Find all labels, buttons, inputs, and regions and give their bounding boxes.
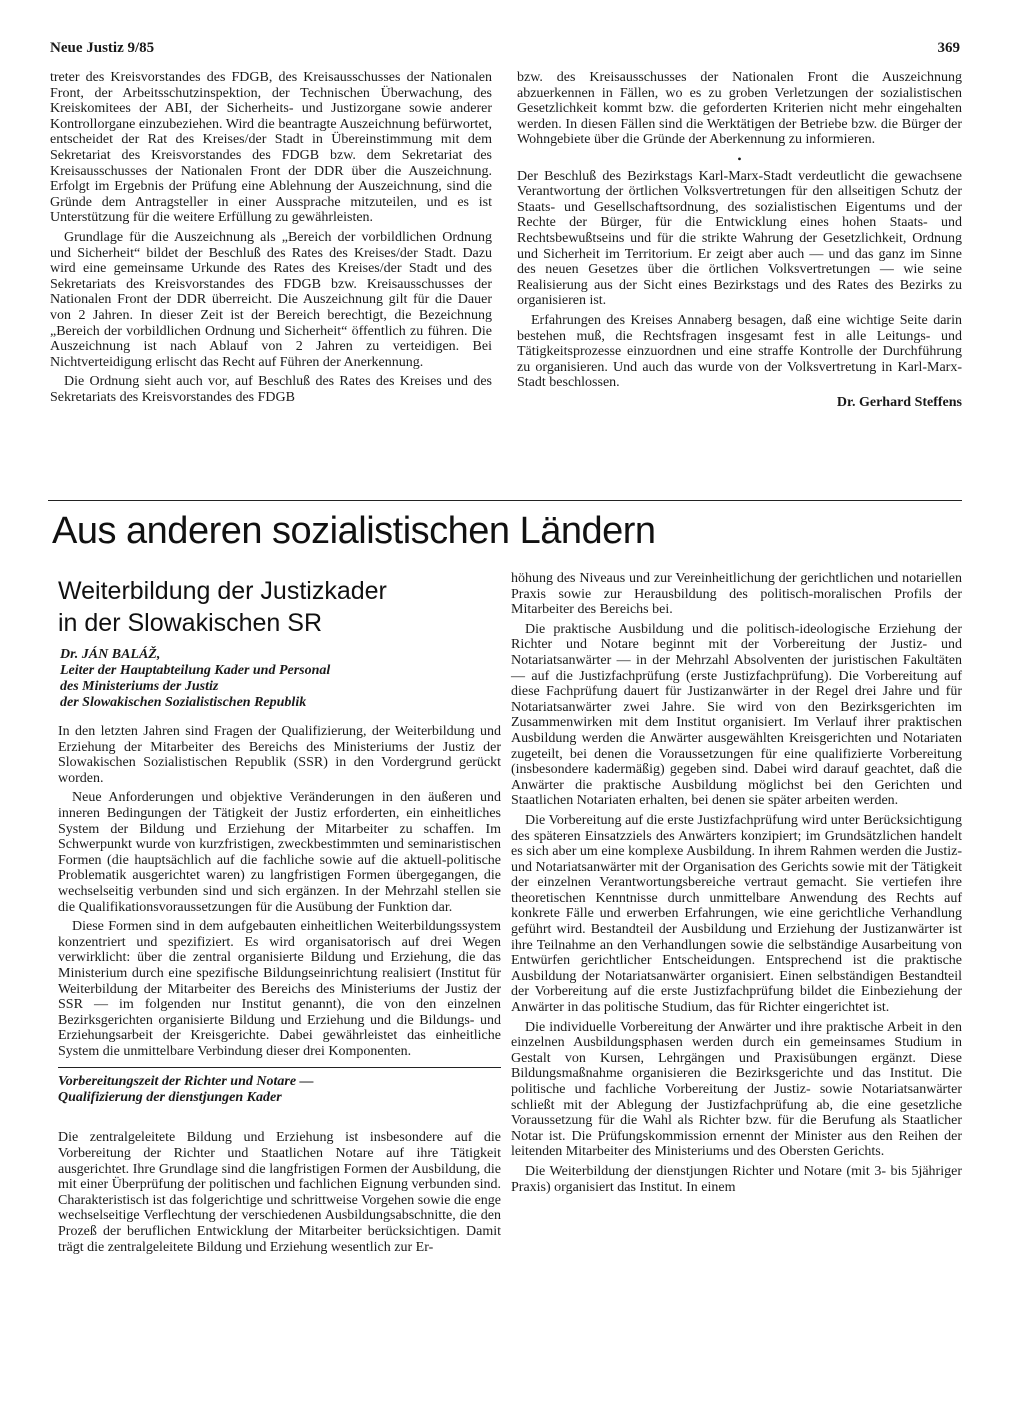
paragraph: Die Vorbereitung auf die erste Justizfachprüfung wird unter Berücksichtigung des späteren Einsatzziels des Anwärters konzipiert; im Grundsätzlichen handelt es sich aber um eine komplexe Ausbildung. In ihrem Rahmen werden die Justiz- und Notariatsanwärter mit der Organisation des Gerichts sowie mit der Tätigkeit der einzelnen Verantwortungsbereiche vertraut gemacht. Sie vertiefen ihre theoretischen Kenntnisse durch unmittelbare Anwendung des Rechts auf konkrete Fälle und erwerben Erfahrungen, wie eine gerichtliche Verhandlung geführt wird. Bestandteil der Ausbildung und Erziehung der Justizanwärter ist ihre Teilnahme an den Verhandlungen sowie die selbständige Ausarbeitung von Entwürfen gerichtlicher Entscheidungen. Entsprechend ist die praktische Ausbildung der Notariatsanwärter organisiert. Einen selbständigen Bestandteil der Vorbereitung auf die erste Justizfachprüfung bildet die Einbeziehung der Anwärter in das politische Studium, das für Richter eingerichtet ist.: [511, 812, 962, 1016]
top-left-column: [50, 70, 492, 409]
paragraph: Die individuelle Vorbereitung der Anwärter und ihre praktische Arbeit in den einzelnen Ausbildungsphasen werden durch ein gemeinsames Studium in Gestalt von Kursen, Lehrgängen und Praxisübungen ergänzt. Diese Bildungsmaßnahme organisieren die Bezirksgerichte und das Institut. Die politische und fachliche Vorbereitung der Justiz- sowie Notariatsanwärter schließt mit der Ablegung der Justizfachprüfung ab, die eine gesetzliche Voraussetzung für die Wahl als Richter bzw. für die Berufung als Staatlicher Notar ist. Die Prüfungskommission ernennt der Minister aus den Reihen der leitenden Mitarbeiter des Ministeriums und des Obersten Gerichts.: [511, 1019, 962, 1160]
paragraph: bzw. des Kreisausschusses der Nationalen Front die Auszeichnung abzuerkennen in Fällen, wo es zu groben Verletzungen der sozialistischen Gesetzlichkeit kommt bzw. die geforderten Kriterien nicht mehr eingehalten werden. In diesen Fällen sind die Werktätigen der Betriebe bzw. die Bürger der Wohngebiete über die Gründe der Aberkennung zu informieren.: [517, 70, 962, 148]
paragraph: In den letzten Jahren sind Fragen der Qualifizierung, der Weiterbildung und Erziehung der Mitarbeiter des Bereichs des Ministeriums der Justiz der Slowakischen Sozialistischen Republik (SSR) in den Vordergrund gerückt worden.: [58, 724, 501, 786]
paragraph: Grundlage für die Auszeichnung als „Bereich der vorbildlichen Ordnung und Sicherheit“ bildet der Beschluß des Rates des Kreises/der Stadt. Dazu wird eine gemeinsame Urkunde des Rates des Kreises/der Stadt und des Sekretariats des Kreisvorstandes des FDGB bzw. Kreisausschusses der Nationalen Front der DDR überreicht. Die Auszeichnung gilt für die Dauer von 2 Jahren. In dieser Zeit ist der Bereich berechtigt, die Bezeichnung „Bereich der vorbildlichen Ordnung und Sicherheit“ öffentlich zu führen. Die Auszeichnung ist nach Ablauf von 2 Jahren zu verteidigen. Bei Nichtverteidigung erlischt das Recht auf Führen der Anerkennung.: [50, 229, 492, 370]
author-role: der Slowakischen Sozialistischen Republik: [60, 695, 307, 710]
article-title-line: in der Slowakischen SR: [58, 609, 323, 637]
author-byline: [60, 647, 500, 711]
author-signature: Dr. Gerhard Steffens: [836, 394, 962, 410]
paragraph: Die zentralgeleitete Bildung und Erziehung ist insbesondere auf die Vorbereitung der Richter und Staatlichen Notare auf ihre Tätigkeit ausgerichtet. Ihre Grundlage sind die langfristigen Formen der Ausbildung, die mit einer Überprüfung der politischen und fachlichen Eignung verbunden sind. Charakteristisch ist das folgerichtige und schrittweise Vorgehen sowie die enge wechselseitige Verflechtung der verschiedenen Ausbildungsabschnitte, die den Prozeß der beruflichen Entwicklung der Mitarbeiter berücksichtigen. Damit trägt die zentralgeleitete Bildung und Erziehung wesentlich zur Er-: [58, 1130, 501, 1255]
subheading-line: Qualifizierung der dienstjungen Kader: [58, 1090, 282, 1106]
subheading: [58, 1074, 501, 1106]
paragraph: Die Ordnung sieht auch vor, auf Beschluß des Rates des Kreises und des Sekretariats des Kreisvorstandes des FDGB: [50, 374, 492, 405]
paragraph: Die praktische Ausbildung und die politisch-ideologische Erziehung der Richter und Notare beginnt mit der Vorbereitung der Justiz- und Notariatsanwärter — in der Mehrzahl Absolventen der juristischen Fakultäten — auf die Justizfachprüfung (erste Justizfachprüfung). Die Vorbereitung auf diese Fachprüfung dauert für Justizanwärter in der Regel drei Jahre und für Notariatsanwärter zwei Jahre. Sie wird von den Bezirksgerichten im Zusammenwirken mit dem Institut organisiert. Im Verlauf ihrer praktischen Ausbildung werden die Anwärter ausgewählten Kreisgerichten und Notariaten zugeteilt, bei denen die Voraussetzungen für eine qualifizierte Vorbereitung (insbesondere kadermäßig) gegeben sind. Dabei wird darauf geachtet, daß die Anwärter die praktische Ausbildung möglichst bei den Gerichten und Staatlichen Notariaten erhalten, bei denen sie später arbeiten werden.: [511, 621, 962, 809]
section-divider: [48, 500, 962, 501]
page-number: 369: [937, 40, 960, 56]
paragraph: Neue Anforderungen und objektive Veränderungen in den äußeren und inneren Bedingungen der Tätigkeit der Justiz erforderten, ein einheitliches System der Bildung und Erziehung der Mitarbeiter zu schaffen. Im Schwerpunkt wurde von kurzfristigen, zweckbestimmten und seminaristischen Formen (die hauptsächlich auf die fachliche sowie auf die aktuell-politische Problematik ausgerichtet waren) zu langfristigen Formen übergegangen, die wechselseitig verbunden sind und sich ergänzen. In der Mehrzahl stellen sie die Qualifikationsvoraussetzungen für die Ausübung der Funktion dar.: [58, 790, 501, 915]
paragraph: Der Beschluß des Bezirkstags Karl-Marx-Stadt verdeutlicht die gewachsene Verantwortung der örtlichen Volksvertretungen für den allseitigen Schutz der Staats- und Gesellschaftsordnung, des sozialistischen Eigentums und der Rechte der Bürger, für die Entwicklung eines hohen Staats- und Rechtsbewußtseins und für die strikte Wahrung der Gesetzlichkeit, Ordnung und Sicherheit im Territorium. Er zeigt aber auch — und das ganz im Sinne des neuen Gesetzes über die örtlichen Volksvertretungen — wie seine Realisierung aus der Sicht eines Bezirkstags und des Rates des Bezirks zu organisieren ist.: [517, 168, 962, 309]
paragraph: treter des Kreisvorstandes des FDGB, des Kreisausschusses der Nationalen Front, der Arbeitsschutzinspektion, der Technischen Überwachung, des Kreiskomitees der ABI, der Sicherheits- und Justizorgane sowie anderer Kontrollorgane einzubeziehen. Wird die beantragte Auszeichnung befürwortet, entscheidet der Rat des Kreises/der Stadt in Übereinstimmung mit dem Sekretariat des Kreisvorstandes des FDGB bzw. dem Sekretariat des Kreisausschusses der Nationalen Front der DDR über die Auszeichnung. Erfolgt im Ergebnis der Prüfung eine Ablehnung der Auszeichnung, sind die Gründe dem Antragsteller in einer Aussprache mitzuteilen, und es ist Unterstützung für die weitere Erfüllung zu gewährleisten.: [50, 70, 492, 226]
running-head: [50, 40, 960, 68]
author-role: Leiter der Hauptabteilung Kader und Personal: [60, 663, 331, 678]
paragraph: höhung des Niveaus und zur Vereinheitlichung der gerichtlichen und notariellen Praxis sowie zur Herausbildung des politisch-moralischen Profils der Mitarbeiter des Bereichs bei.: [511, 571, 962, 618]
paragraph: Diese Formen sind in dem aufgebauten einheitlichen Weiterbildungssystem konzentriert und spezifiziert. Es wird organisatorisch auf drei Wegen verwirklicht: über die zentral organisierte Bildung und Erziehung, die das Ministerium durch eine spezifische Bildungseinrichtung realisiert (Institut für Weiterbildung der Mitarbeiter des Bereichs des Ministeriums der Justiz der SSR — im folgenden nur Institut genannt), die von den einzelnen Bezirksgerichten organisierte Bildung und Erziehung und die Bildungs- und Erziehungsarbeit der Kreisgerichte. Dabei gewährleistet das einheitliche System die unmittelbare Verbindung dieser drei Komponenten.: [58, 919, 501, 1059]
author-role: des Ministeriums der Justiz: [60, 679, 219, 694]
article-title-line: Weiterbildung der Justizkader: [58, 577, 387, 605]
top-right-column: [517, 70, 962, 410]
article-right-column: [511, 571, 962, 1199]
subhead-divider: [58, 1067, 501, 1068]
subheading-line: Vorbereitungszeit der Richter und Notare —: [58, 1074, 314, 1090]
author-name: Dr. JÁN BALÁŽ,: [60, 647, 161, 662]
paragraph: Die Weiterbildung der dienstjungen Richter und Notare (mit 3- bis 5jähriger Praxis) organisiert das Institut. In einem: [511, 1163, 962, 1195]
section-title: Aus anderen sozialistischen Ländern: [52, 510, 656, 552]
article-left-column: [58, 724, 501, 1259]
article-title: [58, 575, 498, 639]
paragraph: Erfahrungen des Kreises Annaberg besagen, daß eine wichtige Seite darin bestehen muß, die Rechtsfragen insgesamt fest in alle Leitungs- und Tätigkeitsprozesse einzuordnen und eine straffe Kontrolle der Durchführung zu organisieren. Und auch das wurde von der Volksvertretung in Karl-Marx-Stadt beschlossen.: [517, 312, 962, 391]
journal-issue: Neue Justiz 9/85: [50, 40, 155, 56]
section-separator: •: [737, 151, 742, 166]
